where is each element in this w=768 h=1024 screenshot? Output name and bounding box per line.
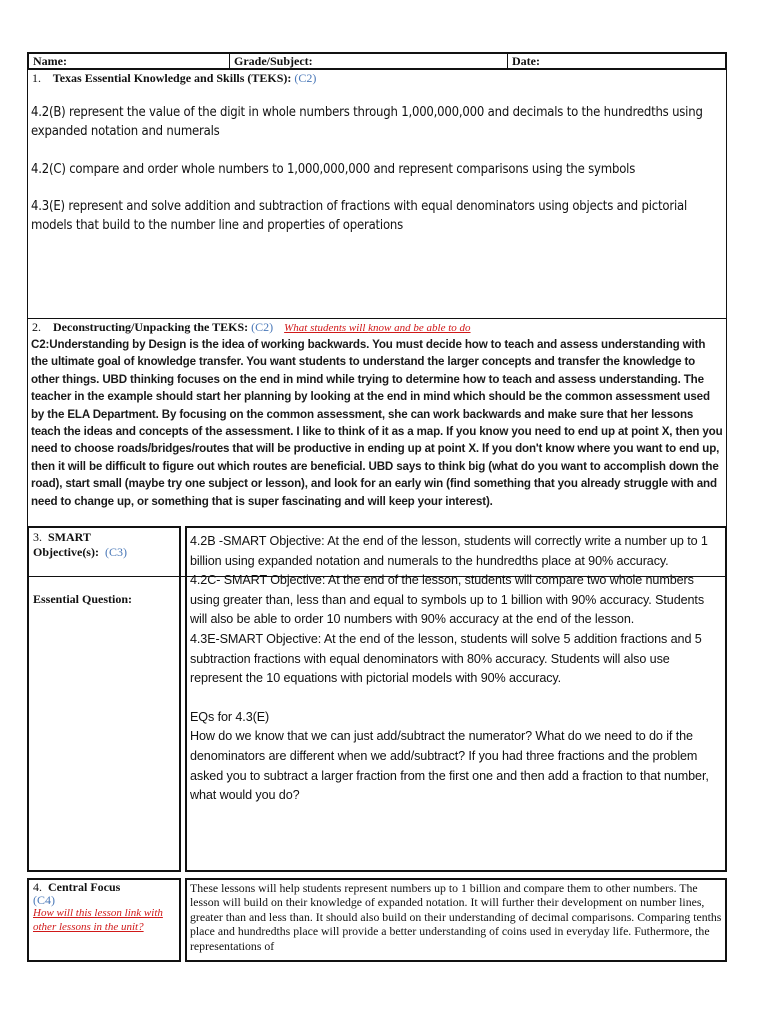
objective-item: 4.3E-SMART Objective: At the end of the lesson, students will solve 5 addition fractions and 5 subtraction fractions with equal denominators with 80% accuracy. Students will also use represent the 10 equations with pictorial models with 90% accuracy. (190, 631, 702, 686)
section-number: 3. (33, 530, 42, 544)
grade-subject-field: Grade/Subject: (230, 54, 508, 68)
eq-heading: EQs for 4.3(E) (190, 709, 270, 724)
central-focus-label (27, 878, 181, 962)
section-number: 2. (32, 320, 41, 334)
section-heading: SMART (48, 530, 91, 544)
note-part-a: What students will (284, 322, 369, 334)
section-heading: Texas Essential Knowledge and Skills (TEKS): (52, 71, 292, 85)
essential-question-label: Essential Question: (33, 592, 133, 606)
eq-text: How do we know that we can just add/subtract the numerator? What do we need to do if the denominators are different when we add/subtract? If you had three fractions and the problem asked you to subtract a larger fraction from the first one and then add a fraction to that number, what would you do? (190, 729, 709, 803)
criteria-tag: (C2) (294, 71, 317, 85)
criteria-tag: (C4) (33, 893, 55, 907)
students-note (284, 322, 470, 334)
teks-section-title (32, 71, 316, 86)
criteria-tag: (C3) (104, 545, 127, 559)
objective-item: 4.2B -SMART Objective: At the end of the lesson, students will correctly write a number up to 1 billion using expanded notation and numerals to the hundredths place at 90% accuracy. (190, 534, 708, 568)
ubd-paragraph: C2:Understanding by Design is the idea of working backwards. You must decide how to teach and assess understanding with the ultimate goal of knowledge transfer. You want students to understand the larger concepts and transfer the knowledge to other things. UBD thinking focuses on the end in mind while trying to determine how to teach and assess understanding. The teacher in the example should start her planning by looking at the end in mind which should be the common assessment used by the ELA Department. By focusing on the common assessment, she can work backwards and make sure that her lessons teach the ideas and concepts of the assessment. I like to think of it as a map. If you know you need to end up at point X, then you need to choose roads/bridges/routes that will be productive in ending up at point X. If you don't know where you want to end up, then it will be difficult to figure out which routes are beneficial. UBD says to think big (what do you want to accomplish down the road), start small (maybe try one subject or lesson), and look for an early win (find something that you already struggle with and need to change up, or something that is super fascinating and will keep your interest). (31, 338, 723, 508)
deconstructing-section-title (32, 320, 471, 335)
name-field: Name: (29, 54, 230, 68)
section-heading: Deconstructing/Unpacking the TEKS: (53, 320, 249, 334)
teks-section (27, 70, 727, 319)
central-focus-question: How will this lesson link with other lessons in the unit? (33, 907, 163, 933)
smart-objectives-row (27, 526, 727, 872)
teks-item: 4.2(B) represent the value of the digit in whole numbers through 1,000,000,000 and decimals to the hundredths using expanded notation and numerals (31, 105, 703, 139)
central-focus-row (27, 878, 727, 962)
section-number: 1. (32, 71, 41, 85)
section-heading: Central Focus (48, 880, 121, 894)
central-focus-content: These lessons will help students represent numbers up to 1 billion and compare them to other numbers. The lesson will build on their knowledge of expanded notation. It will further their development on number lines, greater than and less than. It should also build on their understanding of decimal comparisons. Comparing tenths place and hundredths place will provide a better understanding of coins used in everyday life. Futhermore, the representations of (185, 878, 727, 962)
header-row (27, 52, 727, 70)
note-part-b: know and be able to do (368, 322, 471, 334)
section-number: 4. (33, 880, 42, 894)
objective-item: 4.2C- SMART Objective: At the end of the lesson, students will compare two whole numbers using greater than, less than and equal to symbols up to 1 billion with 90% accuracy. Students will also be able to order 10 numbers with 90% accuracy at the end of the lesson. (190, 573, 705, 627)
section-heading-line2: Objective(s): (33, 545, 99, 559)
smart-objectives-content (185, 526, 727, 872)
teks-item: 4.3(E) represent and solve addition and subtraction of fractions with equal denominators using objects and pictorial models that build to the number line and properties of operations (31, 199, 688, 233)
smart-objectives-label (27, 526, 181, 872)
criteria-tag: (C2) (251, 320, 274, 334)
date-field: Date: (512, 54, 540, 68)
teks-item: 4.2(C) compare and order whole numbers to 1,000,000,000 and represent comparisons using the symbols (31, 162, 636, 177)
